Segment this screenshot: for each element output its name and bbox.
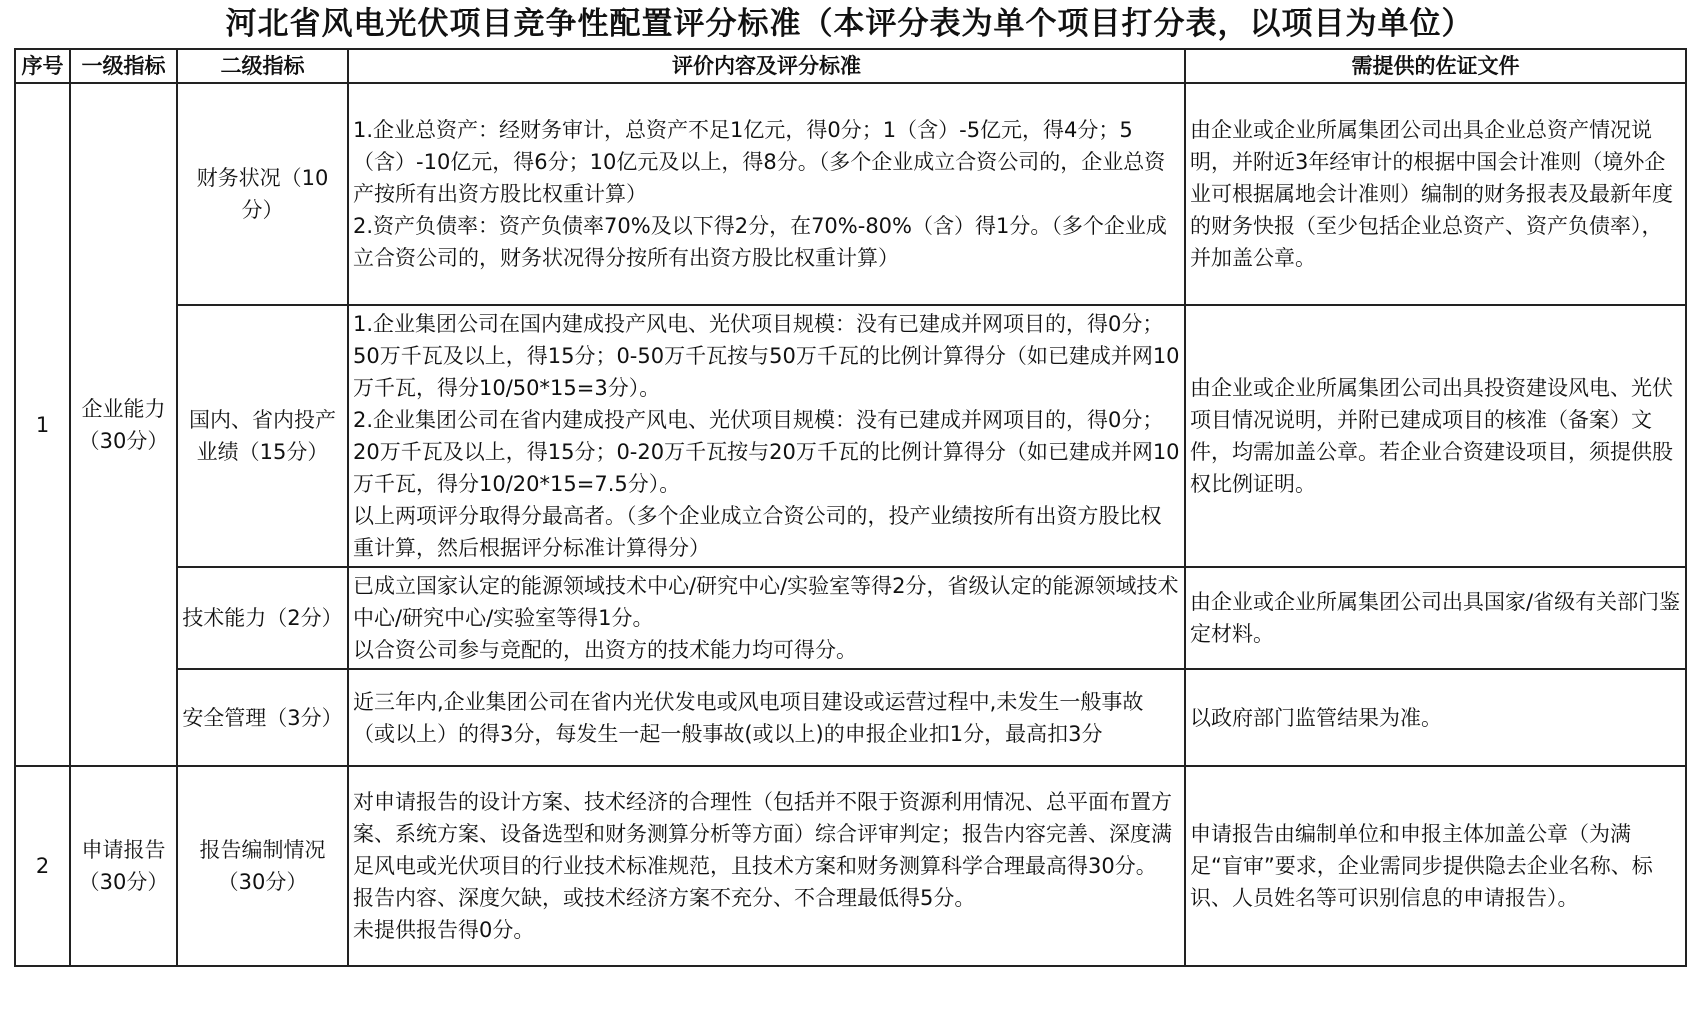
header-evidence: 需提供的佐证文件 xyxy=(1185,49,1686,83)
criteria-paragraph: 未提供报告得0分。 xyxy=(353,918,535,942)
seq-cell: 2 xyxy=(15,766,70,966)
criteria-paragraph: 对申请报告的设计方案、技术经济的合理性（包括并不限于资源利用情况、总平面布置方案、系统方案、设备选型和财务测算分析等方面）综合评审判定；报告内容完善、深度满足风电或光伏项目的行业技术标准规范，且技术方案和财务测算科学合理最高得30分。 xyxy=(353,790,1172,878)
criteria-cell xyxy=(348,567,1185,669)
level2-cell: 财务状况（10分） xyxy=(177,83,348,305)
evidence-cell: 由企业或企业所属集团公司出具企业总资产情况说明，并附近3年经审计的根据中国会计准则（境外企业可根据属地会计准则）编制的财务报表及最新年度的财务快报（至少包括企业总资产、资产负债率），并加盖公章。 xyxy=(1185,83,1686,305)
table-row xyxy=(15,669,1686,766)
criteria-paragraph: 2.企业集团公司在省内建成投产风电、光伏项目规模：没有已建成并网项目的，得0分；20万千瓦及以上，得15分；0-20万千瓦按与20万千瓦的比例计算得分（如已建成并网10万千瓦，得分10/20*15=7.5分）。 xyxy=(353,408,1180,496)
criteria-paragraph: 1.企业集团公司在国内建成投产风电、光伏项目规模：没有已建成并网项目的，得0分；50万千瓦及以上，得15分；0-50万千瓦按与50万千瓦的比例计算得分（如已建成并网10万千瓦，得分10/50*15=3分）。 xyxy=(353,312,1180,400)
level2-cell: 报告编制情况（30分） xyxy=(177,766,348,966)
level1-cell: 申请报告（30分） xyxy=(70,766,177,966)
header-level1: 一级指标 xyxy=(70,49,177,83)
evidence-cell: 由企业或企业所属集团公司出具国家/省级有关部门鉴定材料。 xyxy=(1185,567,1686,669)
criteria-cell xyxy=(348,83,1185,305)
criteria-paragraph: 1.企业总资产：经财务审计，总资产不足1亿元，得0分；1（含）-5亿元，得4分；5（含）-10亿元，得6分；10亿元及以上，得8分。（多个企业成立合资公司的，企业总资产按所有出资方股比权重计算） xyxy=(353,118,1166,206)
criteria-cell xyxy=(348,766,1185,966)
evidence-cell: 以政府部门监管结果为准。 xyxy=(1185,669,1686,766)
level2-cell: 安全管理（3分） xyxy=(177,669,348,766)
evidence-cell: 由企业或企业所属集团公司出具投资建设风电、光伏项目情况说明，并附已建成项目的核准（备案）文件，均需加盖公章。若企业合资建设项目，须提供股权比例证明。 xyxy=(1185,305,1686,567)
seq-cell: 1 xyxy=(15,83,70,766)
criteria-paragraph: 2.资产负债率：资产负债率70%及以下得2分，在70%-80%（含）得1分。（多个企业成立合资公司的，财务状况得分按所有出资方股比权重计算） xyxy=(353,214,1167,270)
criteria-paragraph: 以上两项评分取得分最高者。（多个企业成立合资公司的，投产业绩按所有出资方股比权重计算，然后根据评分标准计算得分） xyxy=(353,504,1162,560)
criteria-paragraph: 以合资公司参与竞配的，出资方的技术能力均可得分。 xyxy=(353,638,857,662)
criteria-paragraph: 报告内容、深度欠缺，或技术经济方案不充分、不合理最低得5分。 xyxy=(353,886,976,910)
table-row xyxy=(15,567,1686,669)
level2-cell: 国内、省内投产业绩（15分） xyxy=(177,305,348,567)
criteria-cell xyxy=(348,669,1185,766)
level1-cell: 企业能力（30分） xyxy=(70,83,177,766)
table-row xyxy=(15,766,1686,966)
header-row xyxy=(15,49,1686,83)
level2-cell: 技术能力（2分） xyxy=(177,567,348,669)
page-title: 河北省风电光伏项目竞争性配置评分标准（本评分表为单个项目打分表，以项目为单位） xyxy=(225,6,1474,42)
evidence-cell: 申请报告由编制单位和申报主体加盖公章（为满足“盲审”要求，企业需同步提供隐去企业名称、标识、人员姓名等可识别信息的申请报告）。 xyxy=(1185,766,1686,966)
header-criteria: 评价内容及评分标准 xyxy=(348,49,1185,83)
criteria-paragraph: 近三年内,企业集团公司在省内光伏发电或风电项目建设或运营过程中,未发生一般事故（或以上）的得3分，每发生一起一般事故(或以上)的申报企业扣1分，最高扣3分 xyxy=(353,689,1144,746)
header-seq: 序号 xyxy=(15,49,70,83)
header-level2: 二级指标 xyxy=(177,49,348,83)
criteria-cell xyxy=(348,305,1185,567)
table-row xyxy=(15,305,1686,567)
scoring-table xyxy=(14,48,1687,967)
criteria-paragraph: 已成立国家认定的能源领域技术中心/研究中心/实验室等得2分，省级认定的能源领域技术中心/研究中心/实验室等得1分。 xyxy=(353,574,1179,630)
table-row xyxy=(15,83,1686,305)
